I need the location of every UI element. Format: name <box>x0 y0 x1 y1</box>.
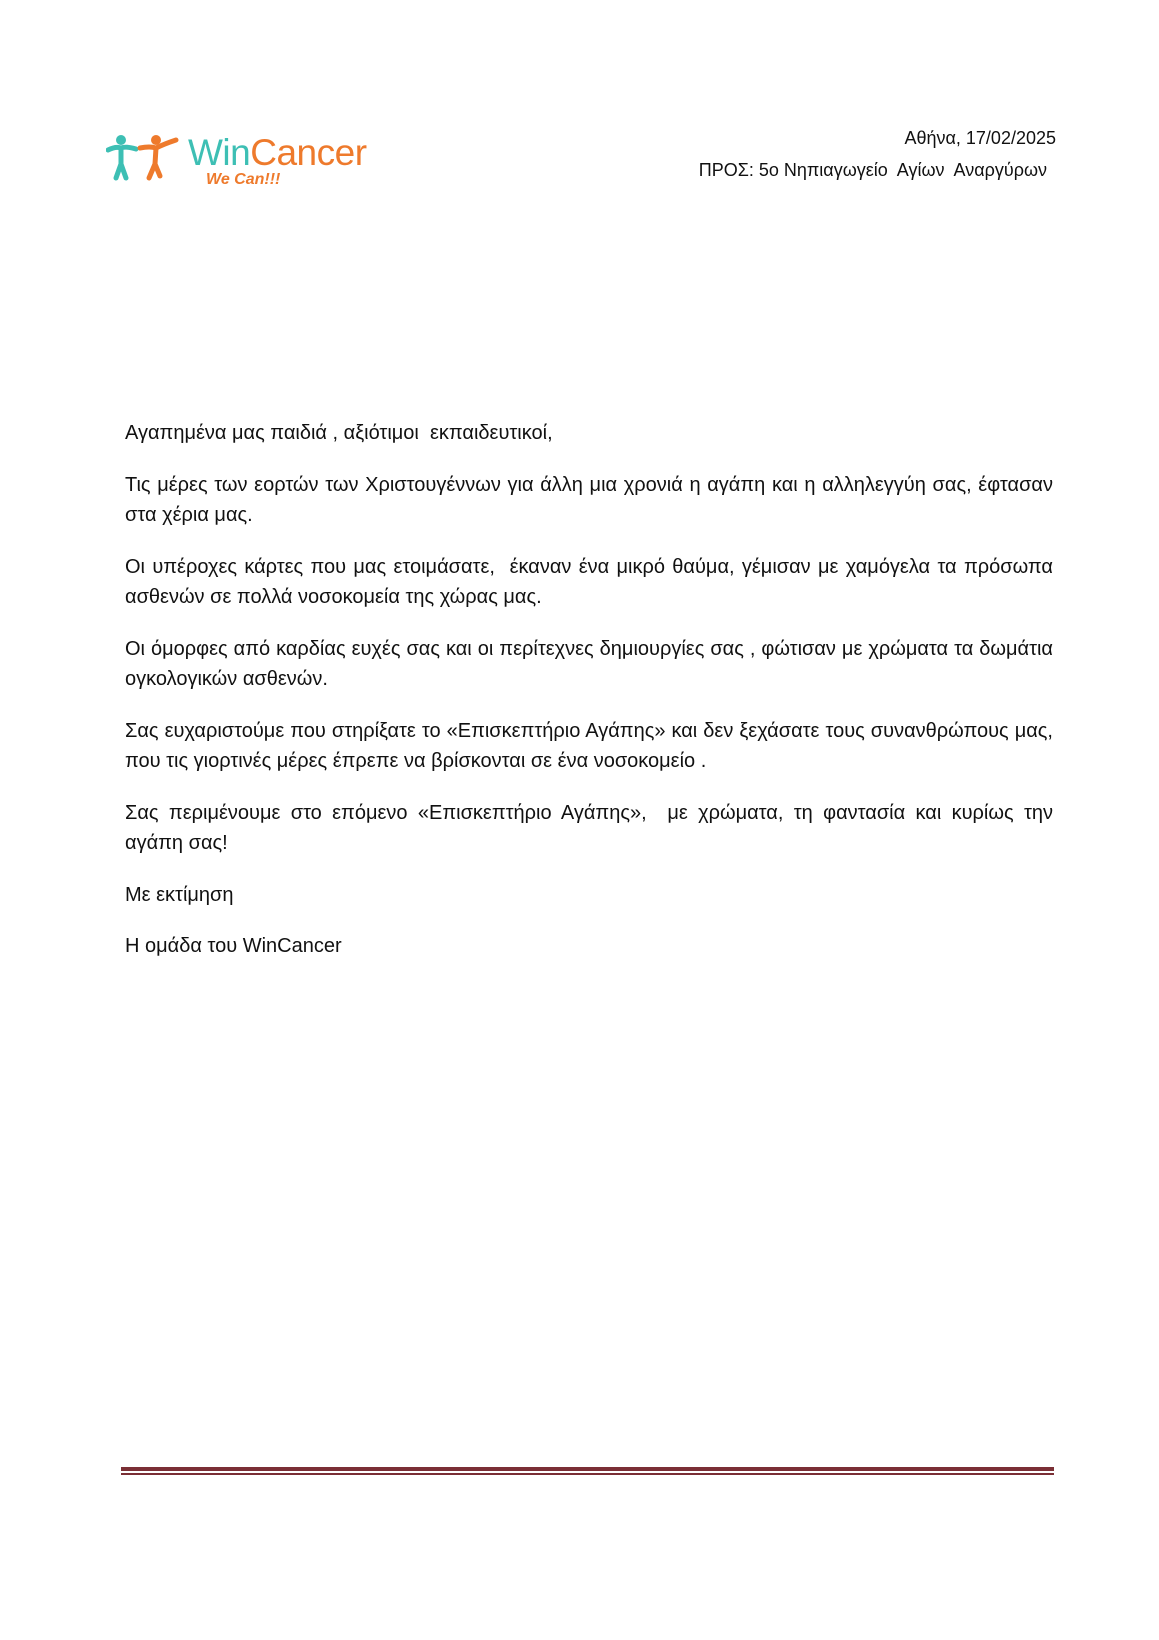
logo-wordmark <box>188 130 367 176</box>
logo-word-win: Win <box>188 132 251 173</box>
paragraph: Οι υπέροχες κάρτες που μας ετοιμάσατε, έκαναν ένα μικρό θαύμα, γέμισαν με χαμόγελα τα πρόσωπα ασθενών σε πολλά νοσοκομεία της χώρας μας. <box>125 555 1059 608</box>
letter-header <box>699 122 1056 186</box>
paragraph: Σας περιμένουμε στο επόμενο «Επισκεπτήριο Αγάπης», με χρώματα, τη φαντασία και κυρίως την αγάπη σας! <box>125 801 1059 854</box>
logo-tagline: We Can!!! <box>206 171 281 188</box>
paragraph: Τις μέρες των εορτών των Χριστουγέννων για άλλη μια χρονιά η αγάπη και η αλληλεγγύη σας, έφτασαν στα χέρια μας. <box>125 473 1059 526</box>
wincancer-logo <box>110 132 390 196</box>
paragraph: Σας ευχαριστούμε που στηρίξατε το «Επισκεπτήριο Αγάπης» και δεν ξεχάσατε τους συνανθρώπους μας, που τις γιορτινές μέρες έπρεπε να βρίσκονται σε ένα νοσοκομείο . <box>125 719 1059 772</box>
letter-body <box>125 418 1059 983</box>
signature: Η ομάδα του WinCancer <box>125 935 342 957</box>
footer-divider <box>121 1467 1054 1475</box>
paragraph: Οι όμορφες από καρδίας ευχές σας και οι περίτεχνες δημιουργίες σας , φώτισαν με χρώματα τα δωμάτια ογκολογικών ασθενών. <box>125 637 1059 690</box>
people-figures-icon <box>106 134 186 184</box>
place-date: Αθήνα, 17/02/2025 <box>904 128 1056 148</box>
footer-divider-thin <box>121 1473 1054 1475</box>
closing: Με εκτίμηση <box>125 883 234 906</box>
greeting: Αγαπημένα μας παιδιά , αξιότιμοι εκπαιδευτικοί, <box>125 422 553 444</box>
logo-word-cancer: Cancer <box>250 132 367 173</box>
footer-divider-thick <box>121 1467 1054 1471</box>
recipient-line: ΠΡΟΣ: 5ο Νηπιαγωγείο Αγίων Αναργύρων <box>698 160 1047 180</box>
